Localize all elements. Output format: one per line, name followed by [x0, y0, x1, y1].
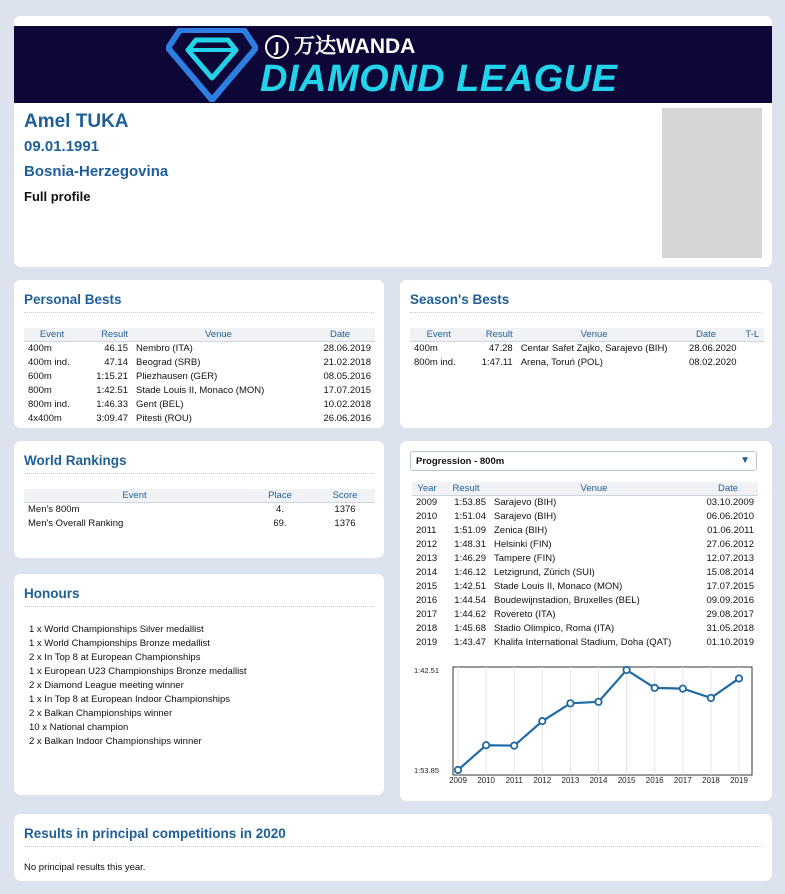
sb-row-cell: 28.06.2020 [688, 342, 737, 354]
progression-select[interactable] [410, 451, 757, 471]
prog-row-cell: 01.06.2011 [707, 524, 754, 536]
pb-row-cell: 800m [28, 384, 52, 396]
pb-row-cell: 17.07.2015 [323, 384, 371, 396]
prog-row [412, 565, 758, 579]
sb-header-venue: Venue [517, 328, 672, 341]
sb-header-result: Result [467, 328, 516, 341]
honour-item: 2 x In Top 8 at European Championships [29, 652, 201, 663]
honour-item: 2 x Diamond League meeting winner [29, 680, 184, 691]
banner [14, 26, 772, 103]
pb-row [24, 397, 375, 411]
chart-x-tick-label: 2011 [505, 776, 523, 783]
sb-row-cell: Arena, Toruń (POL) [520, 356, 603, 368]
chart-x-tick-label: 2018 [702, 776, 720, 783]
prog-row [412, 523, 758, 537]
sb-header-tl: T-L [741, 328, 765, 341]
honour-item: 10 x National champion [29, 722, 129, 733]
prog-row-cell: 1:45.68 [454, 622, 486, 634]
prog-header-venue: Venue [490, 482, 698, 495]
prog-row-cell: 2013 [416, 552, 438, 564]
athlete-photo [662, 108, 762, 258]
progression-table [412, 482, 758, 649]
chart-plot-area [453, 667, 752, 775]
prog-row-cell: Zenica (BIH) [494, 524, 548, 536]
prog-row-cell: 09.09.2016 [706, 594, 754, 606]
prog-row-cell: 17.07.2015 [706, 580, 754, 592]
prog-row-cell: 2010 [416, 510, 438, 522]
chart-point [736, 675, 742, 681]
honours-title: Honours [24, 586, 80, 601]
wr-header-place: Place [245, 489, 315, 502]
wr-row-cell: 4. [276, 503, 284, 515]
results-2020-message: No principal results this year. [24, 862, 146, 873]
sb-row-cell: 400m [414, 342, 438, 354]
pb-row-cell: 28.06.2019 [323, 342, 371, 354]
prog-row [412, 579, 758, 593]
results-2020-card [14, 814, 772, 881]
full-profile-link[interactable]: Full profile [24, 189, 91, 204]
prog-row-cell: 1:48.31 [454, 538, 486, 550]
pb-row [24, 369, 375, 383]
athlete-dob: 09.01.1991 [24, 138, 100, 155]
prog-row-cell: Boudewijnstadion, Bruxelles (BEL) [494, 594, 640, 606]
prog-row-cell: 1:46.29 [454, 552, 486, 564]
world-rankings-card [14, 441, 384, 558]
prog-row-cell: 1:51.04 [454, 510, 486, 522]
pb-row [24, 411, 375, 425]
sb-row-cell: Centar Safet Zajko, Sarajevo (BIH) [520, 342, 668, 354]
season-bests-card [400, 280, 772, 428]
prog-row-cell: Letzigrund, Zürich (SUI) [494, 566, 595, 578]
chart-x-tick-label: 2013 [561, 776, 580, 783]
pb-header-venue: Venue [132, 328, 305, 341]
wr-header-score: Score [315, 489, 375, 502]
prog-row-cell: Stade Louis II, Monaco (MON) [494, 580, 623, 592]
header-card [14, 16, 772, 267]
chart-x-tick-label: 2019 [730, 776, 748, 783]
chart-x-tick-label: 2017 [673, 776, 692, 783]
brand-cn: 万达 [294, 35, 336, 58]
sb-row-cell [741, 355, 765, 369]
pb-row-cell: 400m [28, 342, 52, 354]
chart-x-tick-label: 2012 [533, 776, 552, 783]
wr-row-cell: Men's Overall Ranking [28, 517, 124, 529]
pb-row-cell: 800m ind. [28, 398, 70, 410]
pb-row-cell: Nembro (ITA) [136, 342, 193, 354]
sb-row-cell [741, 341, 765, 355]
prog-row-cell: Tampere (FIN) [494, 552, 556, 564]
world-rankings-title: World Rankings [24, 453, 127, 468]
prog-row-cell: 1:44.62 [454, 608, 486, 620]
prog-row-cell: 2015 [416, 580, 438, 592]
pb-row-cell: 1:42.51 [96, 384, 128, 396]
prog-row-cell: Rovereto (ITA) [494, 608, 556, 620]
prog-row-cell: Helsinki (FIN) [494, 538, 552, 550]
prog-row [412, 621, 758, 635]
chart-x-tick-label: 2009 [449, 776, 467, 783]
sb-row-cell: 800m ind. [414, 356, 456, 368]
pb-row-cell: 3:09.47 [96, 412, 128, 424]
league-title: DIAMOND LEAGUE [260, 58, 618, 100]
prog-row-cell: Sarajevo (BIH) [494, 496, 557, 508]
chart-x-tick-label: 2015 [617, 776, 636, 783]
sb-row [410, 355, 764, 369]
pb-row-cell: Beograd (SRB) [136, 356, 201, 368]
prog-row-cell: 2018 [416, 622, 438, 634]
chart-point [539, 718, 545, 724]
honour-item: 2 x Balkan Indoor Championships winner [29, 736, 202, 747]
progression-select-label: Progression - 800m [416, 456, 505, 467]
chart-x-tick-label: 2010 [477, 776, 495, 783]
prog-row [412, 537, 758, 551]
pb-row [24, 341, 375, 355]
chart-x-tick-label: 2014 [589, 776, 608, 783]
honours-list [29, 623, 369, 749]
pb-row-cell: 1:15.21 [96, 370, 128, 382]
prog-row-cell: 2009 [416, 496, 438, 508]
prog-row-cell: 15.08.2014 [706, 566, 754, 578]
pb-row [24, 383, 375, 397]
prog-row [412, 509, 758, 523]
diamond-logo-icon [166, 28, 258, 102]
prog-row-cell: 1:44.54 [454, 594, 486, 606]
personal-bests-title: Personal Bests [24, 292, 122, 307]
pb-row-cell: 1:46.33 [96, 398, 128, 410]
honour-item: 1 x World Championships Silver medallist [29, 624, 204, 635]
wr-row [24, 516, 375, 530]
prog-row-cell: 06.06.2010 [706, 510, 754, 522]
prog-row-cell: 1:53.85 [454, 496, 486, 508]
chart-point [623, 667, 629, 673]
honour-item: 1 x European U23 Championships Bronze medallist [29, 666, 247, 677]
wr-row-cell: 69. [273, 517, 287, 529]
chart-point [567, 700, 573, 706]
prog-row-cell: 27.06.2012 [706, 538, 754, 550]
prog-row-cell: 03.10.2009 [706, 496, 754, 508]
prog-row-cell: 2011 [416, 524, 437, 536]
pb-row-cell: 08.05.2016 [323, 370, 371, 382]
world-rankings-table [24, 489, 375, 530]
pb-header-result: Result [80, 328, 132, 341]
chart-point [483, 742, 489, 748]
prog-header-result: Result [442, 482, 490, 495]
prog-row-cell: 1:42.51 [454, 580, 486, 592]
athlete-name: Amel TUKA [24, 111, 129, 132]
pb-row-cell: Gent (BEL) [136, 398, 184, 410]
prog-row [412, 607, 758, 621]
pb-row-cell: 400m ind. [28, 356, 70, 368]
prog-row [412, 495, 758, 509]
pb-row-cell: 10.02.2018 [323, 398, 371, 410]
prog-row-cell: 1:46.12 [454, 566, 486, 578]
pb-row-cell: Stade Louis II, Monaco (MON) [136, 384, 265, 396]
sb-header-event: Event [410, 328, 467, 341]
prog-row-cell: 29.08.2017 [706, 608, 754, 620]
wr-row [24, 502, 375, 516]
chart-point [511, 742, 517, 748]
sb-row-cell: 1:47.11 [481, 356, 513, 368]
honours-card [14, 574, 384, 795]
pb-row-cell: 26.06.2016 [323, 412, 371, 424]
prog-row-cell: 31.05.2018 [706, 622, 754, 634]
wr-row-cell: 1376 [334, 517, 356, 529]
season-bests-title: Season's Bests [410, 292, 510, 307]
sb-row [410, 341, 764, 355]
honour-item: 1 x World Championships Bronze medallist [29, 638, 210, 649]
honour-item: 2 x Balkan Championships winner [29, 708, 173, 719]
chart-point [652, 685, 658, 691]
chart-point [680, 685, 686, 691]
prog-row-cell: 01.10.2019 [706, 636, 754, 648]
athlete-country: Bosnia-Herzegovina [24, 163, 169, 180]
personal-bests-table [24, 328, 375, 425]
chart-y-tick-label: 1:53.85 [413, 766, 439, 775]
prog-header-date: Date [698, 482, 758, 495]
prog-row [412, 593, 758, 607]
wr-header-event: Event [24, 489, 245, 502]
season-bests-table [410, 328, 764, 369]
svg-text:J: J [274, 41, 280, 56]
chevron-down-icon: ▼ [740, 455, 750, 466]
prog-row-cell: 1:51.09 [454, 524, 486, 536]
pb-row-cell: 4x400m [28, 412, 62, 424]
pb-row-cell: 600m [28, 370, 52, 382]
prog-row-cell: 2014 [416, 566, 438, 578]
prog-row-cell: Khalifa International Stadium, Doha (QAT) [494, 636, 672, 648]
prog-row-cell: Sarajevo (BIH) [494, 510, 557, 522]
prog-row [412, 635, 758, 649]
prog-row-cell: 2016 [416, 594, 438, 606]
chart-point [595, 699, 601, 705]
brand-en: WANDA [336, 35, 416, 58]
wr-row-cell: Men's 800m [28, 503, 80, 515]
prog-row-cell: 2019 [416, 636, 438, 648]
pb-header-event: Event [24, 328, 80, 341]
wr-row-cell: 1376 [334, 503, 356, 515]
chart-x-tick-label: 2016 [645, 776, 664, 783]
chart-y-tick-label: 1:42.51 [413, 666, 439, 675]
pb-row [24, 355, 375, 369]
sb-row-cell: 47.28 [488, 342, 513, 354]
wanda-logo-icon [264, 34, 290, 60]
pb-row-cell: Pliezhausen (GER) [136, 370, 218, 382]
prog-row [412, 551, 758, 565]
chart-point [455, 767, 461, 773]
personal-bests-card [14, 280, 384, 428]
progression-chart [405, 661, 767, 783]
pb-row-cell: Pitesti (ROU) [136, 412, 192, 424]
pb-header-date: Date [305, 328, 375, 341]
pb-row-cell: 47.14 [104, 356, 128, 368]
prog-row-cell: 2012 [416, 538, 438, 550]
pb-row-cell: 21.02.2018 [323, 356, 371, 368]
pb-row-cell: 46.15 [104, 342, 128, 354]
prog-row-cell: 1:43.47 [454, 636, 486, 648]
honour-item: 1 x In Top 8 at European Indoor Championships [29, 694, 231, 705]
progression-card [400, 441, 772, 801]
prog-row-cell: Stadio Olimpico, Roma (ITA) [494, 622, 615, 634]
sb-row-cell: 08.02.2020 [688, 356, 737, 368]
prog-row-cell: 2017 [416, 608, 438, 620]
sb-header-date: Date [671, 328, 740, 341]
results-2020-title: Results in principal competitions in 2020 [24, 826, 286, 841]
prog-header-year: Year [412, 482, 442, 495]
prog-row-cell: 12.07.2013 [706, 552, 754, 564]
chart-point [708, 695, 714, 701]
